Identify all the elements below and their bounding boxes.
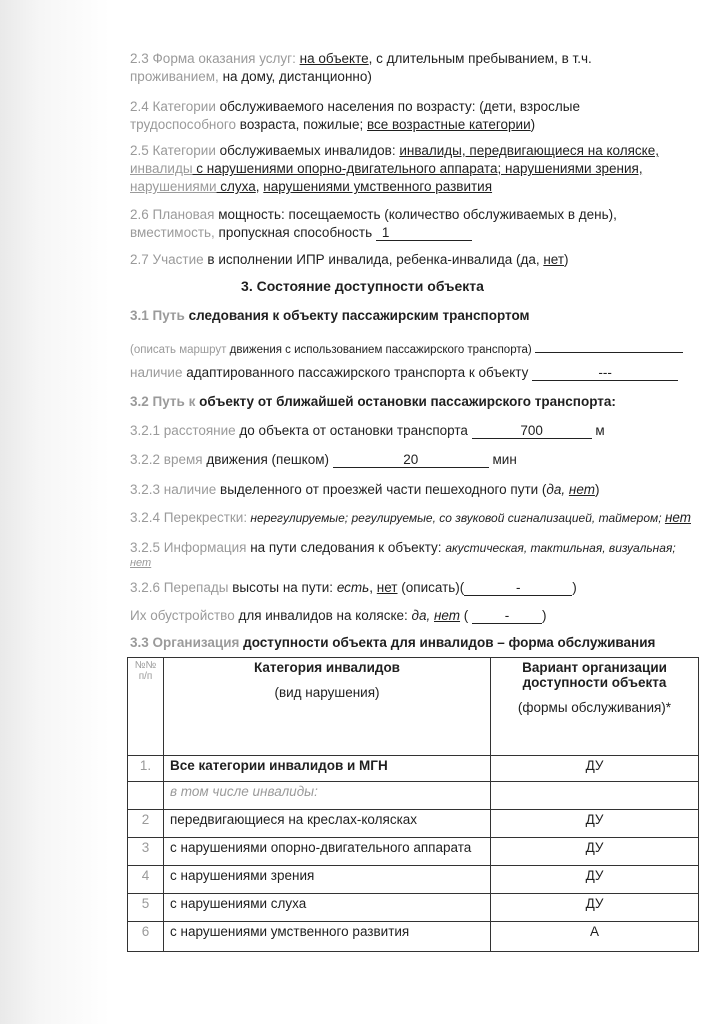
item-text-grey: Перекрестки: — [163, 510, 248, 525]
row-value: ДУ — [491, 866, 699, 894]
drops-value: - — [464, 580, 572, 596]
item-text: ) — [594, 482, 600, 497]
item-text-grey: трудоспособного — [130, 117, 237, 132]
item-text-grey: Организация — [152, 635, 240, 650]
item-2-4-line2 — [130, 116, 715, 134]
item-num: 3.2 — [130, 394, 149, 409]
item-text: следования к объекту пассажирским транспортом — [184, 308, 530, 323]
item-answer: нет — [568, 482, 595, 497]
item-option: на объекте — [299, 51, 369, 66]
item-label: Форма оказания услуг: — [152, 51, 296, 66]
item-text: мощность: посещаемость (количество обслуживаемых в день), — [214, 207, 617, 222]
item-num: 3.2.6 — [130, 580, 161, 595]
item-2-5-line2 — [130, 160, 715, 178]
item-text-grey: проживанием, — [130, 69, 219, 84]
item-num: 2.4 — [130, 99, 149, 114]
item-option: нерегулируемые; регулируемые, со звуковой сигнализацией, таймером; — [247, 511, 665, 525]
capacity-value: 1 — [376, 225, 472, 241]
item-text-grey: вместимость, — [130, 225, 215, 240]
item-text: ( — [460, 608, 473, 623]
item-text: ) — [572, 580, 577, 595]
row-category: Все категории инвалидов и МГН — [164, 756, 491, 782]
item-text: , — [369, 580, 377, 595]
item-answer: нет — [434, 608, 461, 623]
item-answer: нет — [664, 510, 691, 525]
row-num: 6 — [128, 922, 164, 952]
item-option: инвалиды, передвигающиеся на коляске, — [399, 143, 659, 158]
item-3-2-1 — [130, 422, 715, 440]
row-value: ДУ — [491, 756, 699, 782]
section-3-1-title — [130, 307, 715, 325]
row-num: 1. — [128, 756, 164, 782]
item-answer: нет — [543, 252, 565, 267]
item-text: ) — [564, 252, 569, 267]
item-num: 3.2.4 — [130, 510, 161, 525]
table-row — [128, 810, 699, 838]
item-text: объекту от ближайшей остановки пассажирского транспорта: — [195, 394, 616, 409]
item-text-grey: нарушениями — [130, 179, 217, 194]
item-text-grey: Информация — [163, 540, 247, 555]
item-option: да, — [411, 608, 434, 623]
equipment-value: - — [472, 608, 542, 624]
item-2-5-line3 — [130, 178, 715, 196]
table-header-row — [128, 658, 699, 756]
item-num: 3.2.1 — [130, 423, 161, 438]
table-row — [128, 894, 699, 922]
row-value: А — [491, 922, 699, 952]
item-text: на пути следования к объекту: — [246, 540, 446, 555]
item-text: в исполнении ИПР инвалида, ребенка-инвалида (да, — [203, 252, 544, 267]
item-text: , с длительным пребыванием, в т.ч. — [368, 51, 592, 66]
section-3-1-avail — [130, 364, 715, 382]
row-num — [128, 782, 164, 810]
item-text: доступности объекта для инвалидов – форма обслуживания — [239, 635, 656, 650]
item-num: 3.2.2 — [130, 452, 161, 467]
row-category: с нарушениями умственного развития — [164, 922, 491, 952]
row-category: с нарушениями слуха — [164, 894, 491, 922]
header-category-sub: (вид нарушения) — [274, 685, 380, 700]
item-num: 3.2.5 — [130, 540, 161, 555]
item-text-grey: Перепады — [163, 580, 229, 595]
item-option: слуха — [216, 179, 256, 194]
section-3-3-title — [130, 634, 715, 652]
item-text: (описать)( — [397, 580, 465, 595]
item-text: движения с использованием пассажирского транспорта) — [226, 344, 532, 356]
item-num: 3.2.3 — [130, 482, 161, 497]
item-label: Участие — [152, 252, 204, 267]
section-3-1-desc — [130, 337, 715, 359]
time-value: 20 — [333, 452, 489, 468]
header-category — [164, 658, 491, 756]
item-2-4 — [130, 98, 715, 116]
row-num: 5 — [128, 894, 164, 922]
item-text: адаптированного пассажирского транспорта к объекту — [182, 365, 533, 380]
header-category-label: Категория инвалидов — [254, 660, 400, 675]
item-text: для инвалидов на коляске: — [234, 608, 412, 623]
item-2-6-line2 — [130, 224, 715, 242]
item-num: 2.3 — [130, 51, 149, 66]
item-text-grey: Путь — [152, 308, 185, 323]
item-3-2-5-line2 — [130, 553, 715, 572]
table-row — [128, 866, 699, 894]
table-row — [128, 838, 699, 866]
header-num: №№ п/п — [128, 658, 164, 756]
item-num: 2.7 — [130, 252, 149, 267]
route-field — [535, 337, 683, 353]
row-value: ДУ — [491, 838, 699, 866]
item-text: ) — [530, 117, 536, 132]
item-label: Категории — [152, 143, 216, 158]
row-category: с нарушениями зрения — [164, 866, 491, 894]
row-category: передвигающиеся на креслах-колясках — [164, 810, 491, 838]
item-text-grey: Путь к — [152, 394, 196, 409]
item-2-3-line2 — [130, 68, 715, 86]
item-num: 2.5 — [130, 143, 149, 158]
row-num: 2 — [128, 810, 164, 838]
item-3-2-6 — [130, 579, 715, 597]
service-forms-table — [127, 657, 699, 952]
item-text: обслуживаемых инвалидов: — [215, 143, 400, 158]
item-answer: нет — [130, 557, 152, 569]
item-option: да, — [546, 482, 569, 497]
item-text: выделенного от проезжей части пешеходного пути ( — [216, 482, 547, 497]
item-text-grey: Их обустройство — [130, 608, 235, 623]
row-value: ДУ — [491, 810, 699, 838]
row-value — [491, 782, 699, 810]
item-option: нарушениями умственного развития — [263, 179, 493, 194]
item-text: пропускная способность — [214, 225, 376, 240]
unit: мин — [488, 452, 517, 467]
item-option: акустическая, тактильная, визуальная; — [445, 541, 676, 555]
item-text-grey: наличие — [130, 365, 183, 380]
item-3-2-4 — [130, 509, 715, 527]
item-text: до объекта от остановки транспорта — [235, 423, 472, 438]
item-text: возраста, пожилые; — [236, 117, 367, 132]
item-text-grey: инвалиды — [130, 161, 193, 176]
item-2-5 — [130, 142, 715, 160]
distance-value: 700 — [472, 423, 592, 439]
section-title: 3. Состояние доступности объекта — [241, 278, 484, 294]
row-category: в том числе инвалиды: — [164, 782, 491, 810]
item-num: 3.1 — [130, 308, 149, 323]
item-text: на дому, дистанционно) — [218, 69, 372, 84]
unit: м — [591, 423, 605, 438]
item-text-grey: расстояние — [163, 423, 236, 438]
table-row — [128, 782, 699, 810]
item-text: высоты на пути: — [228, 580, 337, 595]
table-row — [128, 756, 699, 782]
item-option: все возрастные категории — [367, 117, 531, 132]
item-label: Плановая — [152, 207, 215, 222]
item-text: ) — [542, 608, 547, 623]
table-row — [128, 922, 699, 952]
item-num: 3.3 — [130, 635, 149, 650]
transport-value: --- — [532, 365, 678, 381]
row-num: 4 — [128, 866, 164, 894]
row-num: 3 — [128, 838, 164, 866]
item-text: движения (пешком) — [202, 452, 333, 467]
section-3-2-title — [130, 393, 715, 411]
item-text-grey: (описать маршрут — [130, 344, 227, 356]
item-3-2-2 — [130, 451, 715, 469]
item-2-6 — [130, 206, 715, 224]
header-variant-sub: (формы обслуживания)* — [517, 700, 672, 715]
item-text-grey: наличие — [163, 482, 217, 497]
item-num: 2.6 — [130, 207, 149, 222]
item-text-grey: время — [163, 452, 203, 467]
item-3-2-3 — [130, 481, 715, 499]
item-answer: нет — [376, 580, 398, 595]
header-variant — [491, 658, 699, 756]
row-category: с нарушениями опорно-двигательного аппарата — [164, 838, 491, 866]
item-text: , — [255, 179, 264, 194]
header-variant-label: Вариант организации доступности объекта — [522, 660, 667, 690]
item-2-7 — [130, 251, 715, 269]
item-2-3 — [130, 50, 715, 68]
item-option: есть — [336, 580, 370, 595]
item-label: Категории — [152, 99, 216, 114]
item-3-2-7 — [130, 607, 715, 625]
row-value: ДУ — [491, 894, 699, 922]
item-option: с нарушениями опорно-двигательного аппарата; нарушениями зрения, — [192, 161, 643, 176]
item-text: обслуживаемого населения по возрасту: (дети, взрослые — [215, 99, 580, 114]
